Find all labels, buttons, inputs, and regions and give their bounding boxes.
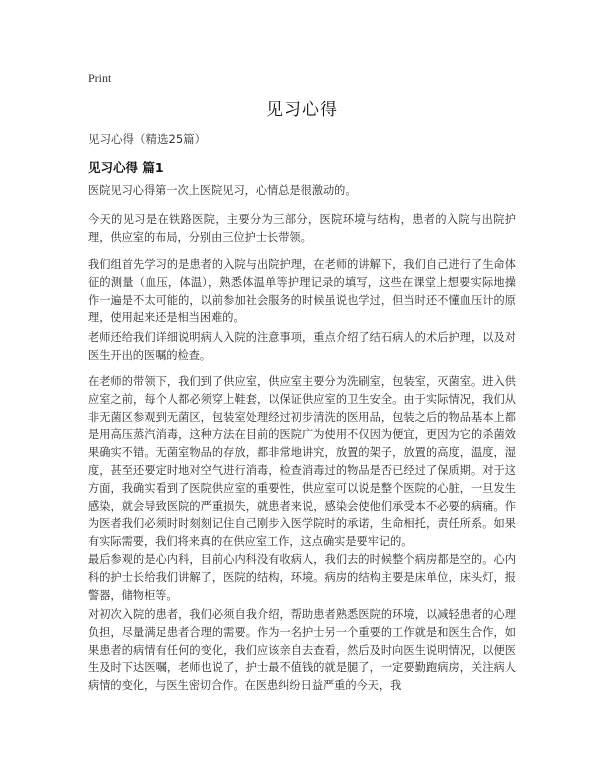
- section-heading: 见习心得 篇1: [88, 160, 164, 175]
- paragraph: 在老师的带领下，我们到了供应室，供应室主要分为洗刷室，包装室，灭菌室。进入供应室之前，每个人都必须穿上鞋套，以保证供应室的卫生安全。由于实际情况，我们从非无菌区参观到无菌区，包装室处理经过初步清洗的医用品，包装之后的物品基本上都是用高压蒸汽消毒，这种方法在目前的医院广为使用不仅因为便宜，更因为它的杀菌效果确实不错。无菌室物品的存放，都非常地讲究，放置的架子，放置的高度，温度，湿度，甚至还要定时地对空气进行消毒，检查消毒过的物品是否已经过了保质期。对于这方面，我确实看到了医院供应室的重要性，供应室可以说是整个医院的心脏，一旦发生感染，就会导致医院的严重损失，就患者来说，感染会使他们承受本不必要的病痛。作为医者我们必须时时刻刻记住自己刚步入医学院时的承诺，生命相托，责任所系。如果有实际需要，我们将来真的在供应室工作，这点确实是要牢记的。: [88, 375, 516, 549]
- paragraph: 对初次入院的患者，我们必须自我介绍，帮助患者熟悉医院的环境，以减轻患者的心理负担，尽量满足患者合理的需要。作为一名护士另一个重要的工作就是和医生合作，如果患者的病情有任何的变化，我们应该亲自去查看，然后及时向医生说明情况，以便医生及时下达医嘱，老师也说了，护士最不值钱的就是腿了，一定要勤跑病房，关注病人病情的变化，与医生密切合作。在医患纠纷日益严重的今天，我: [88, 608, 516, 693]
- paragraph: 我们组首先学习的是患者的入院与出院护理，在老师的讲解下，我们自己进行了生命体征的测量（血压，体温），熟悉体温单等护理记录的填写，这些在课堂上想要实际地操作一遍是不太可能的，以前参加社会服务的时候虽说也学过，但当时还不懂血压计的原理，使用起来还是相当困难的。: [88, 258, 516, 325]
- print-label: Print: [88, 71, 112, 85]
- paragraph: 今天的见习是在铁路医院，主要分为三部分，医院环境与结构，患者的入院与出院护理，供应室的布局，分别由三位护士长带领。: [88, 213, 516, 244]
- paragraph: 医院见习心得第一次上医院见习，心情总是很激动的。: [88, 184, 357, 197]
- paragraph: 最后参观的是心内科，目前心内科没有收病人，我们去的时候整个病房都是空的。心内科的护士长给我们讲解了，医院的结构，环境。病房的结构主要是床单位，床头灯，报警器，储物柜等。: [88, 553, 516, 602]
- document-subtitle: 见习心得（精选25篇）: [88, 132, 207, 146]
- page-title: 见习心得: [266, 100, 338, 120]
- paragraph: 老师还给我们详细说明病人入院的注意事项，重点介绍了结石病人的术后护理，以及对医生开出的医嘱的检查。: [88, 331, 516, 362]
